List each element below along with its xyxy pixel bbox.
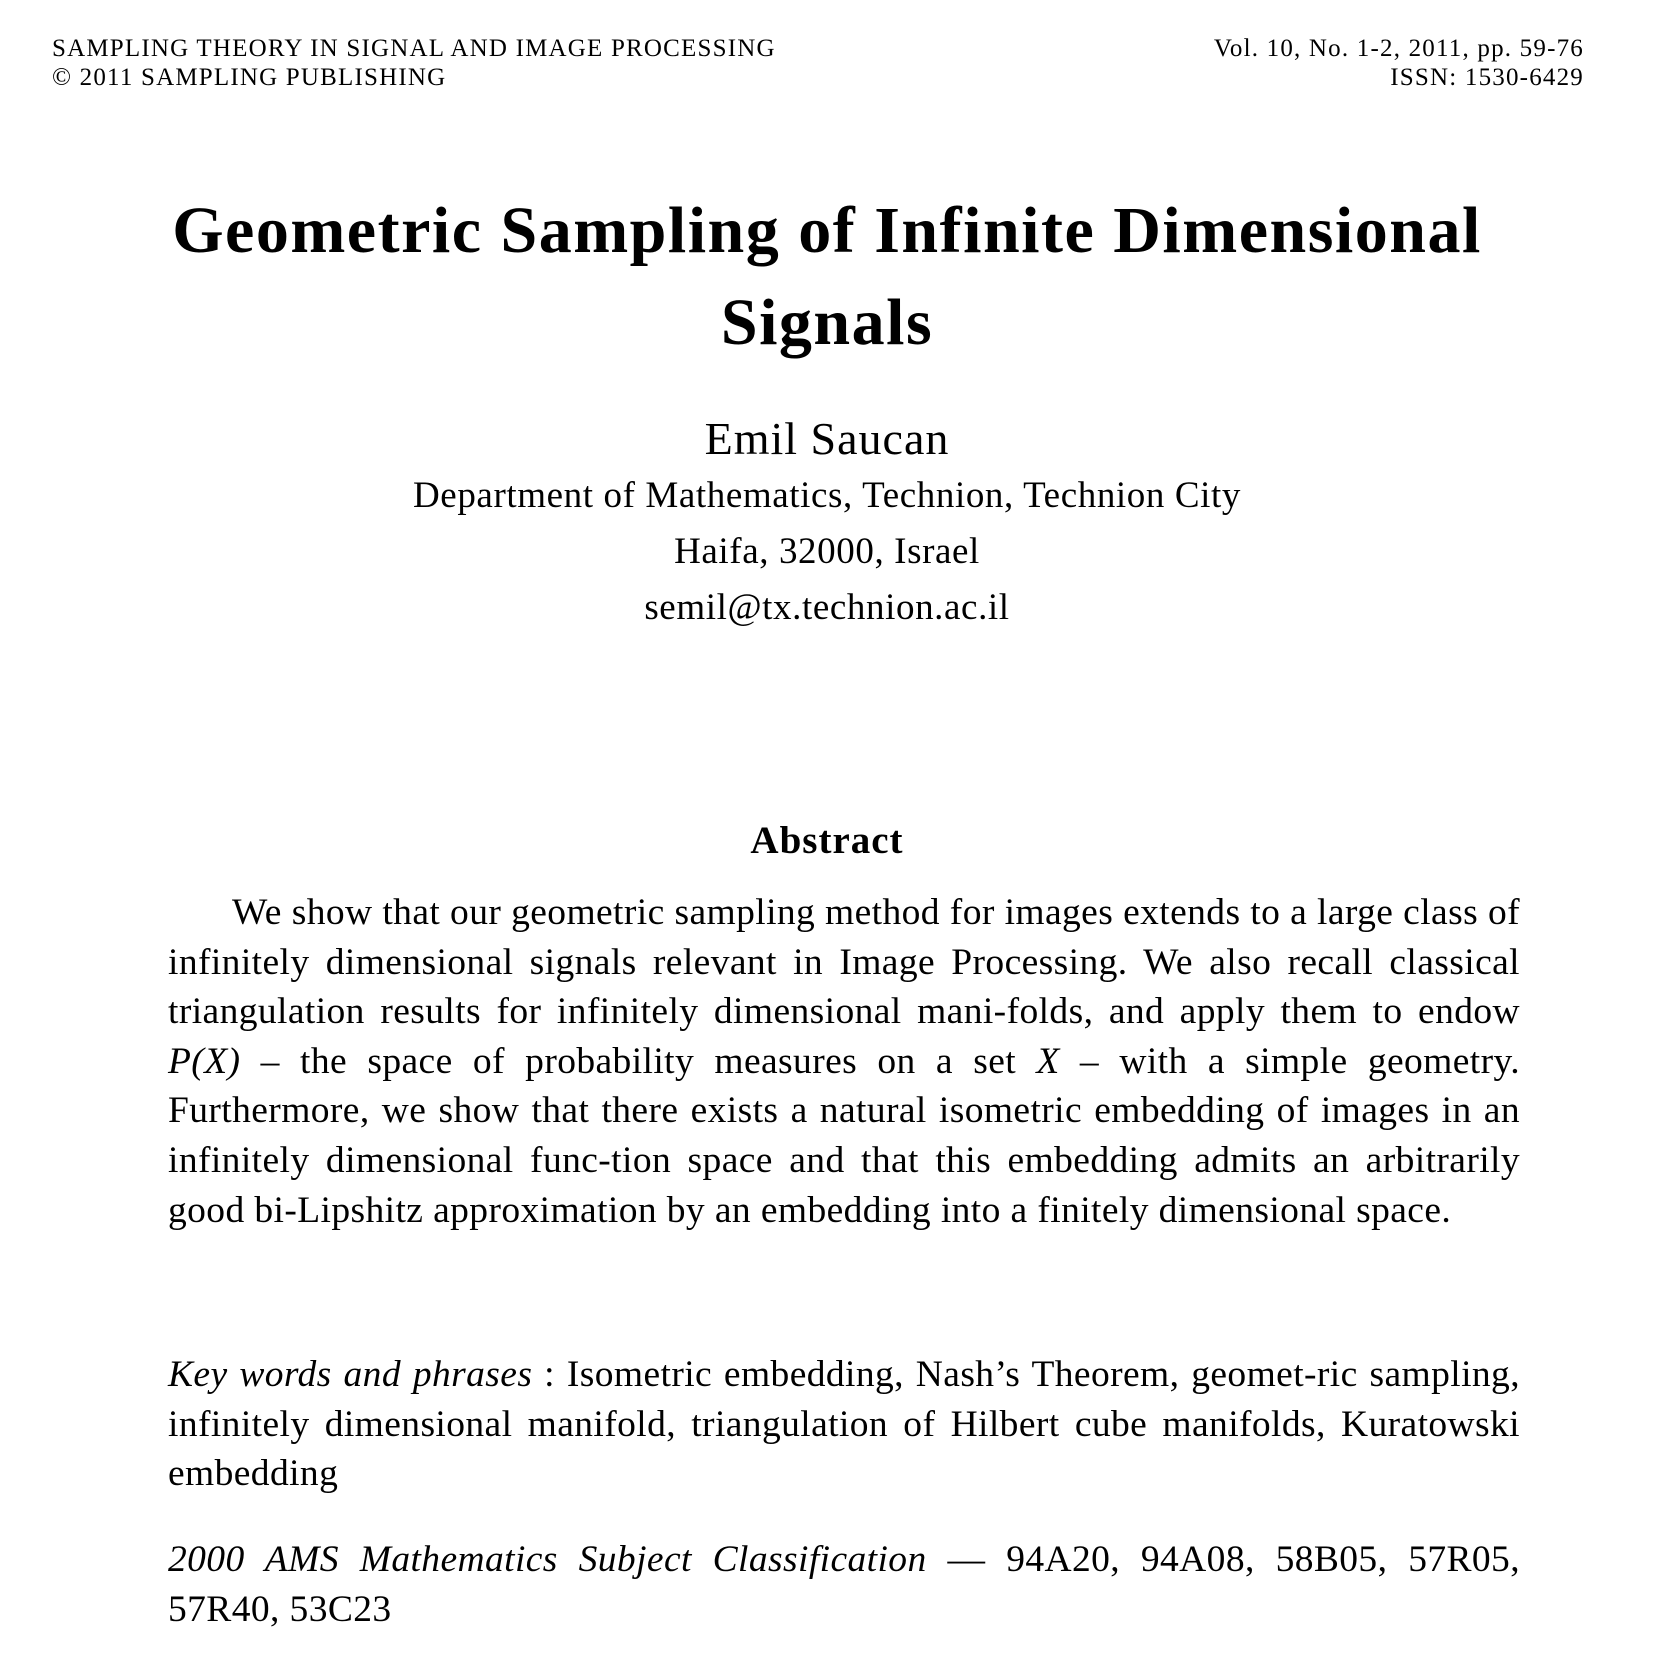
ams-classification-separator: — [926,1539,1007,1580]
paper-title [40,185,1614,369]
author-email: semil@tx.technion.ac.il [644,587,1010,628]
keywords-paragraph [168,1350,1520,1499]
ams-classification [168,1535,1520,1634]
abstract-text-part-2: – the space of probability measures on a set [240,1040,1037,1082]
affiliation-line-2: Haifa, 32000, Israel [674,531,980,572]
abstract-text-part-1: We show that our geometric sampling method for images extends to a large class of infinitely dimensional signals relevant in Image Processing. We also recall classical triangulation results for infinitely dimensional mani-folds, and apply them to endow [168,892,1520,1033]
keywords-separator: : [532,1354,567,1395]
math-p-of-x: P(X) [168,1040,241,1082]
issn: ISSN: 1530-6429 [1390,64,1584,91]
math-x: X [1036,1040,1060,1082]
journal-name: SAMPLING THEORY IN SIGNAL AND IMAGE PROCESSING [52,35,776,62]
title-line-2: Signals [720,286,934,359]
title-line-1: Geometric Sampling of Infinite Dimensional [172,194,1482,267]
keywords-text: Isometric embedding, Nash’s Theorem, geomet-ric sampling, infinitely dimensional manifold, triangulation of Hilbert cube manifolds, Kuratowski embedding [168,1354,1520,1495]
keywords-label: Key words and phrases [168,1354,533,1395]
abstract-text-part-3: – with a simple geometry. Furthermore, we show that there exists a natural isometric embedding of images in an infinitely dimensional func-tion space and that this embedding admits an arbitrarily good bi-Lipshitz approximation by an embedding into a finitely dimensional space. [168,1040,1520,1231]
volume-info: Vol. 10, No. 1-2, 2011, pp. 59-76 [1213,35,1584,62]
abstract-text [168,888,1520,1235]
author-block [40,410,1614,636]
running-head-left [52,34,776,92]
ams-classification-label: 2000 AMS Mathematics Subject Classification [168,1539,927,1580]
copyright-line: © 2011 SAMPLING PUBLISHING [52,64,447,91]
ams-classification-codes: 94A20, 94A08, 58B05, 57R05, 57R40, 53C23 [168,1539,1520,1630]
affiliation-line-1: Department of Mathematics, Technion, Technion City [412,475,1241,516]
abstract-heading: Abstract [750,819,904,862]
author-name: Emil Saucan [704,413,950,464]
running-head-right [1214,34,1584,92]
